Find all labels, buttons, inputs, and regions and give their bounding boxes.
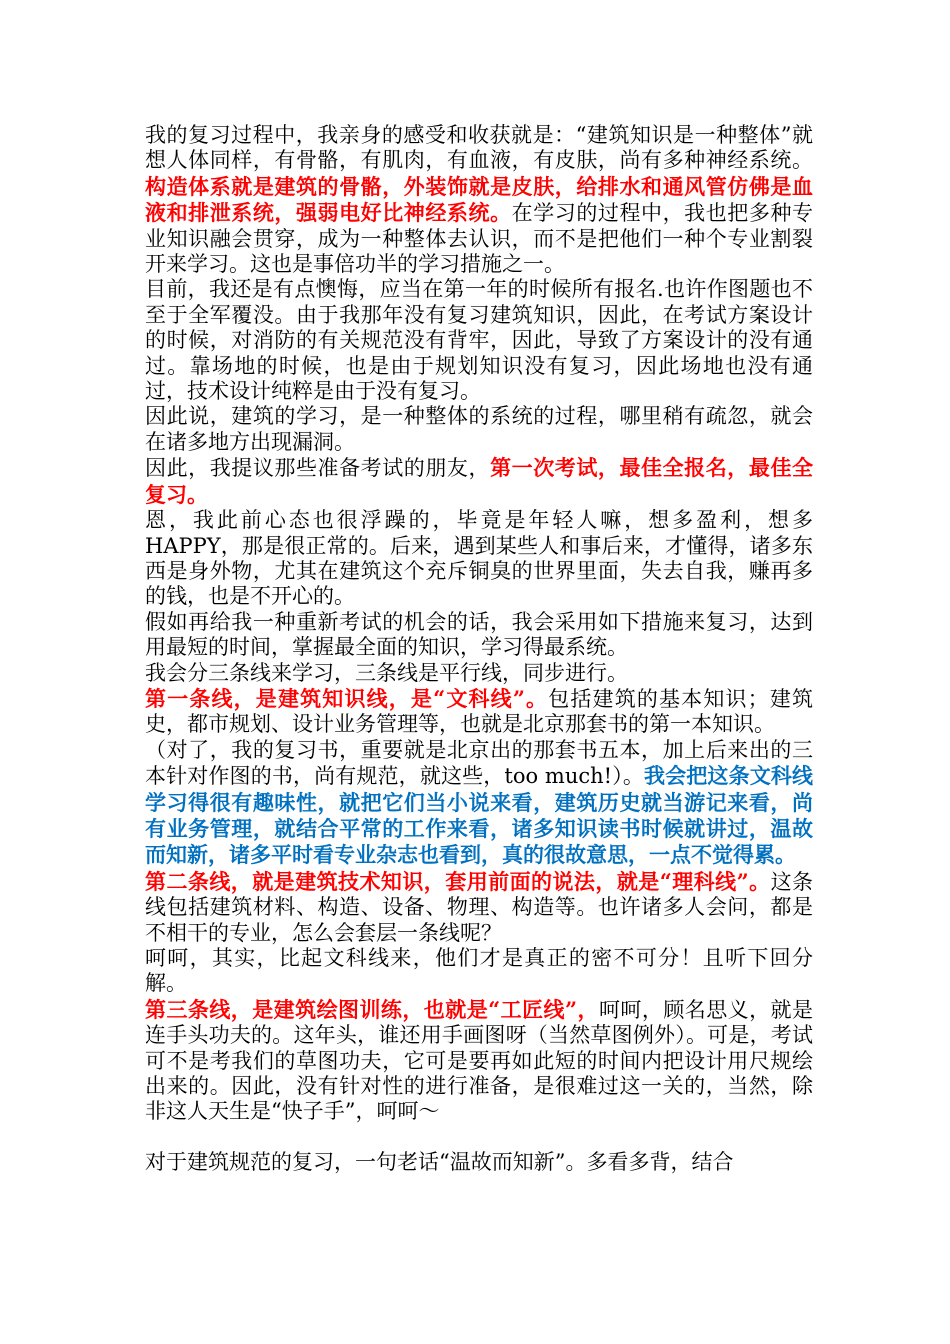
paragraph-11: 呵呵，其实，比起文科线来，他们才是真正的密不可分！且听下回分解。: [145, 946, 813, 996]
paragraph-8-emphasis: 第一条线，是建筑知识线，是“文科线”。: [145, 685, 549, 711]
paragraph-4-emphasis: 第一次考试，最佳全报名，最佳全复习。: [145, 455, 814, 507]
paragraph-1-text-a: 我的复习过程中，我亲身的感受和收获就是：“建筑知识是一种整体”就想人体同样，有骨骼，有肌肉，有血液，有皮肤，尚有多种神经系统。: [145, 123, 813, 173]
paragraph-2: 目前，我还是有点懊悔，应当在第一年的时候所有报名.也许作图题也不至于全军覆没。由于我那年没有复习建筑知识，因此，在考试方案设计的时候，对消防的有关规范没有背牢，因此，导致了方案设计的没有通过。靠场地的时候，也是由于规划知识没有复习，因此场地也没有通过，技术设计纯粹是由于没有复习。: [145, 277, 813, 404]
paragraph-13: 对于建筑规范的复习，一句老话“温故而知新”。多看多背，结合: [145, 1149, 734, 1174]
document-body: [145, 123, 813, 1175]
paragraph-9: [145, 738, 813, 869]
paragraph-4-text: 因此，我提议那些准备考试的朋友，: [145, 456, 491, 481]
paragraph-1-emphasis: 构造体系就是建筑的骨骼，外装饰就是皮肤，给排水和通风管仿佛是血液和排泄系统，强弱电好比神经系统。: [145, 173, 813, 226]
paragraph-5: 恩，我此前心态也很浮躁的，毕竟是年轻人嘛，想多盈利，想多HAPPY，那是很正常的。后来，遇到某些人和事后来，才懂得，诸多东西是身外物，尤其在建筑这个充斥铜臭的世界里面，失去自我，赚再多的钱，也是不开心的。: [145, 508, 813, 609]
paragraph-spacer: [145, 1125, 813, 1150]
paragraph-8: [145, 686, 813, 738]
paragraph-6: 假如再给我一种重新考试的机会的话，我会采用如下措施来复习，达到用最短的时间，掌握最全面的知识，学习得最系统。: [145, 609, 813, 660]
paragraph-1: [145, 123, 813, 277]
paragraph-10: [145, 869, 813, 946]
paragraph-8-text: 包括建筑的基本知识；建筑史，都市规划、设计业务管理等，也就是北京那套书的第一本知识。: [145, 686, 813, 737]
paragraph-12: [145, 997, 813, 1125]
paragraph-4: [145, 455, 813, 508]
paragraph-9-emphasis: 我会把这条文科线学习得很有趣味性，就把它们当小说来看，建筑历史就当游记来看，尚有业务管理，就结合平常的工作来看，诸多知识读书时候就讲过，温故而知新，诸多平时看专业杂志也看到，真的很故意思，一点不觉得累。: [145, 763, 813, 868]
paragraph-7: 我会分三条线来学习，三条线是平行线，同步进行。: [145, 660, 628, 685]
paragraph-10-emphasis: 第二条线，就是建筑技术知识，套用前面的说法，就是“理科线”。: [145, 868, 771, 894]
paragraph-1-text-b: 在学习的过程中，我也把多种专业知识融会贯穿，成为一种整体去认识，而不是把他们一种个专业割裂开来学习。这也是事倍功半的学习措施之一。: [145, 201, 814, 277]
paragraph-12-emphasis: 第三条线，是建筑绘图训练，也就是“工匠线”，: [145, 996, 599, 1022]
paragraph-12-text: 呵呵，顾名思义，就是连手头功夫的。这年头，谁还用手画图呀（当然草图例外）。可是，考试可不是考我们的草图功夫，它可是要再如此短的时间内把设计用尺规绘出来的。因此，没有针对性的进行准备，是很难过这一关的，当然，除非这人天生是“快子手”，呵呵～: [145, 997, 813, 1124]
paragraph-10-text: 这条线包括建筑材料、构造、设备、物理、构造等。也许诸多人会问，都是不相干的专业，怎么会套层一条线呢？: [145, 869, 814, 945]
paragraph-9-text: （对了，我的复习书，重要就是北京出的那套书五本，加上后来出的三本针对作图的书，尚有规范，就这些，too much!）。: [145, 737, 813, 789]
paragraph-3: 因此说，建筑的学习，是一种整体的系统的过程，哪里稍有疏忽，就会在诸多地方出现漏洞。: [145, 404, 813, 454]
